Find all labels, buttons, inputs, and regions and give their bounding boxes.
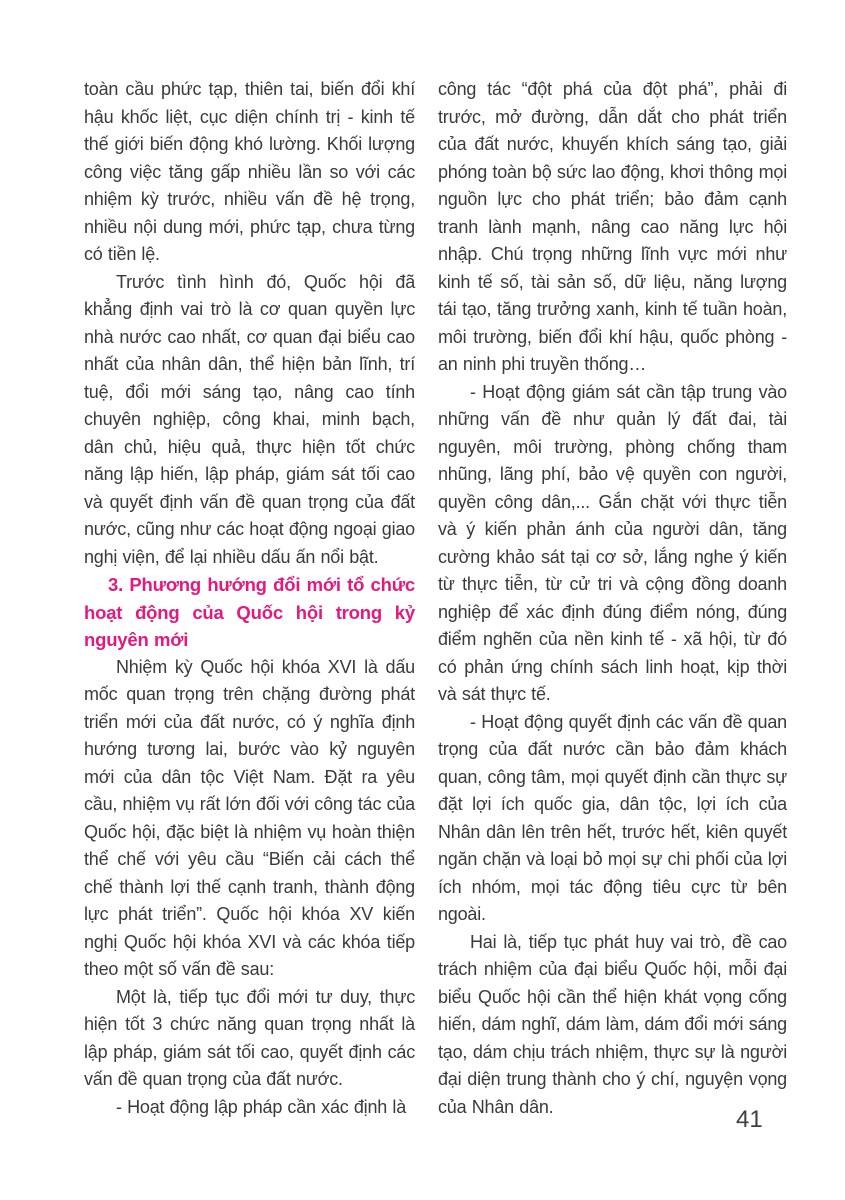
paragraph: Trước tình hình đó, Quốc hội đã khẳng định vai trò là cơ quan quyền lực nhà nước cao nhất, cơ quan đại biểu cao nhất của nhân dân, thể hiện bản lĩnh, trí tuệ, đổi mới sáng tạo, nâng cao tính chuyên nghiệp, công khai, minh bạch, dân chủ, hiệu quả, thực hiện tốt chức năng lập hiến, lập pháp, giám sát tối cao và quyết định vấn đề quan trọng của đất nước, cũng như các hoạt động ngoại giao nghị viện, để lại nhiều dấu ấn nổi bật. (84, 271, 415, 567)
paragraph: toàn cầu phức tạp, thiên tai, biến đổi khí hậu khốc liệt, cục diện chính trị - kinh tế thế giới biến động khó lường. Khối lượng công việc tăng gấp nhiều lần so với các nhiệm kỳ trước, nhiều vấn đề hệ trọng, nhiều nội dung mới, phức tạp, chưa từng có tiền lệ. (84, 79, 415, 264)
paragraph: Nhiệm kỳ Quốc hội khóa XVI là dấu mốc quan trọng trên chặng đường phát triển mới của đất nước, có ý nghĩa định hướng tương lai, bước vào kỷ nguyên mới của dân tộc Việt Nam. Đặt ra yêu cầu, nhiệm vụ rất lớn đối với công tác của Quốc hội, đặc biệt là nhiệm vụ hoàn thiện thể chế với yêu cầu “Biến cải cách thể chế thành lợi thế cạnh tranh, thành động lực phát triển”. Quốc hội khóa XV kiến nghị Quốc hội khóa XVI và các khóa tiếp theo một số vấn đề sau: (84, 656, 415, 979)
page-number: 41 (736, 1106, 763, 1133)
paragraph: - Hoạt động lập pháp cần xác định là (116, 1096, 407, 1117)
paragraph: Một là, tiếp tục đổi mới tư duy, thực hiện tốt 3 chức năng quan trọng nhất là lập pháp, giám sát tối cao, quyết định các vấn đề quan trọng của đất nước. (84, 986, 415, 1089)
paragraph: - Hoạt động giám sát cần tập trung vào những vấn đề như quản lý đất đai, tài nguyên, môi trường, phòng chống tham nhũng, lãng phí, bảo vệ quyền con người, quyền công dân,... Gắn chặt với thực tiễn và ý kiến phản ánh của người dân, tăng cường khảo sát tại cơ sở, lắng nghe ý kiến từ thực tiễn, từ cử tri và cộng đồng doanh nghiệp để xác định đúng điểm nóng, đúng điểm nghẽn của nền kinh tế - xã hội, từ đó có phản ứng chính sách linh hoạt, kịp thời và sát thực tế. (438, 381, 787, 704)
left-column (84, 76, 415, 1121)
paragraph: Hai là, tiếp tục phát huy vai trò, đề cao trách nhiệm của đại biểu Quốc hội, mỗi đại biểu Quốc hội cần thể hiện khát vọng cống hiến, dám nghĩ, dám làm, dám đổi mới sáng tạo, dám chịu trách nhiệm, thực sự là người đại diện trung thành cho ý chí, nguyện vọng của Nhân dân. (438, 931, 787, 1117)
paragraph: - Hoạt động quyết định các vấn đề quan trọng của đất nước cần bảo đảm khách quan, công tâm, mọi quyết định cần thực sự đặt lợi ích quốc gia, dân tộc, lợi ích của Nhân dân lên trên hết, trước hết, kiên quyết ngăn chặn và loại bỏ mọi sự chi phối của lợi ích nhóm, mọi tác động tiêu cực từ bên ngoài. (438, 711, 787, 924)
section-heading: 3. Phương hướng đổi mới tổ chức hoạt động của Quốc hội trong kỷ nguyên mới (84, 574, 415, 650)
paragraph: công tác “đột phá của đột phá”, phải đi trước, mở đường, dẫn dắt cho phát triển của đất nước, khuyến khích sáng tạo, giải phóng toàn bộ sức lao động, khơi thông mọi nguồn lực cho phát triển; bảo đảm cạnh tranh lành mạnh, nâng cao năng lực hội nhập. Chú trọng những lĩnh vực mới như kinh tế số, tài sản số, dữ liệu, năng lượng tái tạo, tăng trưởng xanh, kinh tế tuần hoàn, môi trường, biến đổi khí hậu, quốc phòng - an ninh phi truyền thống… (438, 79, 787, 374)
two-column-layout (84, 76, 787, 1121)
right-column (438, 76, 787, 1121)
